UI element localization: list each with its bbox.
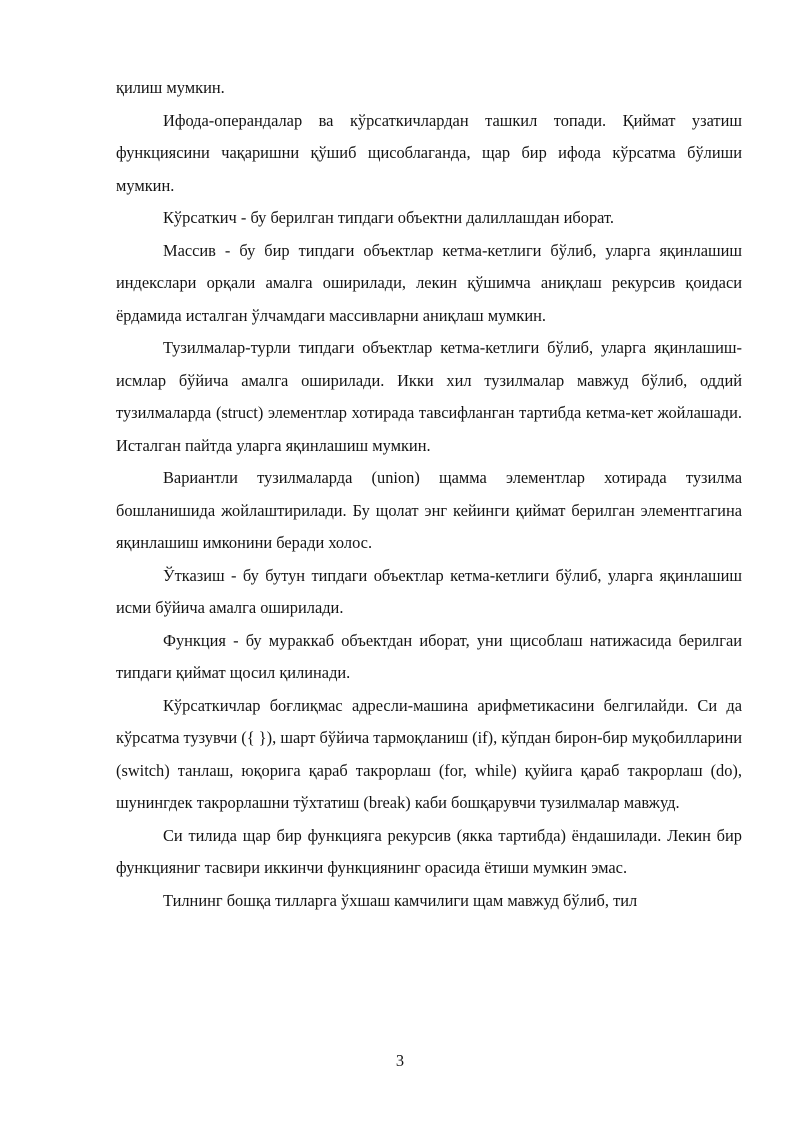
paragraph-function: Функция - бу мураккаб объектдан иборат, уни щисоблаш натижасида берилгаи типдаги қиймат щосил қилинади. xyxy=(116,630,742,682)
paragraph-recursion: Си тилида щар бир функцияга рекурсив (якка тартибда) ёндашилади. Лекин бир функцияниг тасвири иккинчи функциянинг орасида ётиши мумкин эмас. xyxy=(116,825,742,877)
paragraph-enum: Ўтказиш - бу бутун типдаги объектлар кетма-кетлиги бўлиб, уларга яқинлашиш исми бўйича амалга оширилади. xyxy=(116,565,742,617)
paragraph-control-structures: Кўрсаткичлар боғлиқмас адресли-машина арифметикасини белгилайди. Си да кўрсатма тузувчи ({ }), шарт бўйича тармоқланиш (if), кўпдан бирон-бир муқобилларини (switch) танлаш, юқорига қараб такрорлаш (for, while) қуйига қараб такрорлаш (do), шунингдек такрорлашни тўхтатиш (break) каби бошқарувчи тузилмалар мавжуд. xyxy=(116,695,742,812)
page-number: 3 xyxy=(395,1051,405,1070)
paragraph-pointer-definition: Кўрсаткич - бу берилган типдаги объектни далиллашдан иборат. xyxy=(163,208,615,227)
document-body xyxy=(116,72,742,917)
paragraph-array: Массив - бу бир типдаги объектлар кетма-кетлиги бўлиб, уларга яқинлашиш индекслари орқали амалга оширилади, лекин қўшимча аниқлаш рекурсив қоидаси ёрдамида исталган ўлчамдаги массивларни аниқлаш мумкин. xyxy=(116,240,742,325)
paragraph-struct: Тузилмалар-турли типдаги объектлар кетма-кетлиги бўлиб, уларга яқинлашиш-исмлар бўйича амалга оширилади. Икки хил тузилмалар мавжуд бўлиб, оддий тузилмаларда (struct) элементлар хотирада тавсифланган тартибда кетма-кет жойлашади. Исталган пайтда уларга яқинлашиш мумкин. xyxy=(116,338,742,455)
paragraph-union: Вариантли тузилмаларда (union) щамма элементлар хотирада тузилма бошланишида жойлаштирилади. Бу щолат энг кейинги қиймат берилган элементгагина яқинлашиш имконини беради холос. xyxy=(116,468,742,552)
paragraph-drawbacks: Тилнинг бошқа тилларга ўхшаш камчилиги щам мавжуд бўлиб, тил xyxy=(163,890,638,910)
paragraph-continuation: қилиш мумкин. xyxy=(116,78,225,97)
paragraph-expression: Ифода-операндалар ва кўрсаткичлардан ташкил топади. Қиймат узатиш функциясини чақаришни қўшиб щисоблаганда, щар бир ифода кўрсатма бўлиши мумкин. xyxy=(116,110,742,195)
